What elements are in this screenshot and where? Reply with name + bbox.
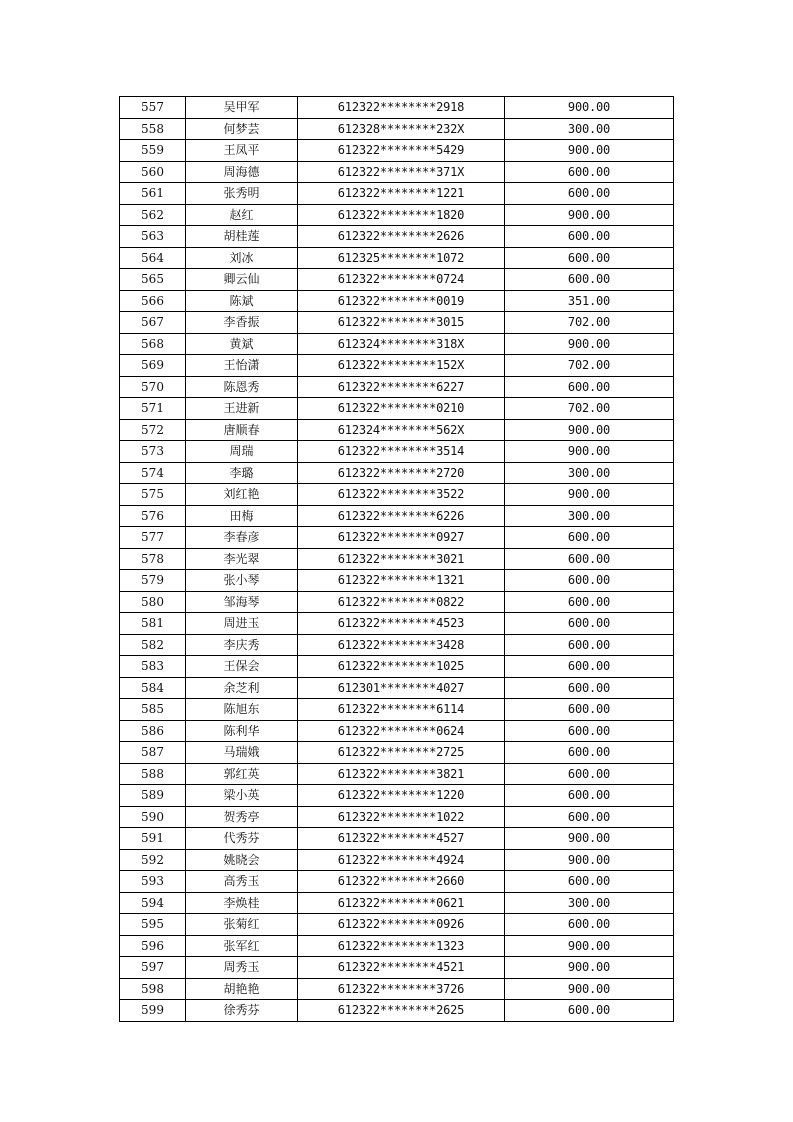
row-number-cell: 597: [120, 957, 186, 979]
id-number-cell: 612322********152X: [298, 355, 505, 377]
amount-cell: 900.00: [505, 484, 674, 506]
amount-cell: 900.00: [505, 978, 674, 1000]
amount-cell: 900.00: [505, 140, 674, 162]
person-name-cell: 代秀芬: [186, 828, 298, 850]
table-row: [120, 785, 674, 807]
person-name-cell: 赵红: [186, 204, 298, 226]
table-row: [120, 935, 674, 957]
amount-cell: 600.00: [505, 914, 674, 936]
row-number-cell: 571: [120, 398, 186, 420]
person-name-cell: 徐秀芬: [186, 1000, 298, 1022]
amount-cell: 300.00: [505, 462, 674, 484]
id-number-cell: 612322********2626: [298, 226, 505, 248]
amount-cell: 600.00: [505, 1000, 674, 1022]
person-name-cell: 周秀玉: [186, 957, 298, 979]
row-number-cell: 566: [120, 290, 186, 312]
id-number-cell: 612322********0927: [298, 527, 505, 549]
row-number-cell: 565: [120, 269, 186, 291]
amount-cell: 600.00: [505, 269, 674, 291]
id-number-cell: 612322********3821: [298, 763, 505, 785]
person-name-cell: 王怡潇: [186, 355, 298, 377]
row-number-cell: 582: [120, 634, 186, 656]
table-row: [120, 1000, 674, 1022]
person-name-cell: 刘红艳: [186, 484, 298, 506]
row-number-cell: 581: [120, 613, 186, 635]
amount-cell: 300.00: [505, 505, 674, 527]
row-number-cell: 596: [120, 935, 186, 957]
person-name-cell: 李璐: [186, 462, 298, 484]
amount-cell: 702.00: [505, 312, 674, 334]
person-name-cell: 吴甲军: [186, 97, 298, 119]
row-number-cell: 570: [120, 376, 186, 398]
row-number-cell: 583: [120, 656, 186, 678]
table-row: [120, 505, 674, 527]
amount-cell: 900.00: [505, 419, 674, 441]
id-number-cell: 612322********2725: [298, 742, 505, 764]
id-number-cell: 612322********1820: [298, 204, 505, 226]
person-name-cell: 陈利华: [186, 720, 298, 742]
row-number-cell: 562: [120, 204, 186, 226]
person-name-cell: 卿云仙: [186, 269, 298, 291]
table-row: [120, 978, 674, 1000]
row-number-cell: 563: [120, 226, 186, 248]
row-number-cell: 559: [120, 140, 186, 162]
amount-cell: 600.00: [505, 656, 674, 678]
id-number-cell: 612322********0624: [298, 720, 505, 742]
person-name-cell: 姚晓会: [186, 849, 298, 871]
id-number-cell: 612322********4521: [298, 957, 505, 979]
amount-cell: 900.00: [505, 97, 674, 119]
amount-cell: 900.00: [505, 441, 674, 463]
person-name-cell: 梁小英: [186, 785, 298, 807]
person-name-cell: 唐顺春: [186, 419, 298, 441]
amount-cell: 600.00: [505, 699, 674, 721]
table-row: [120, 720, 674, 742]
row-number-cell: 592: [120, 849, 186, 871]
id-number-cell: 612322********4527: [298, 828, 505, 850]
table-row: [120, 398, 674, 420]
row-number-cell: 580: [120, 591, 186, 613]
amount-cell: 600.00: [505, 548, 674, 570]
amount-cell: 900.00: [505, 935, 674, 957]
person-name-cell: 胡桂莲: [186, 226, 298, 248]
row-number-cell: 568: [120, 333, 186, 355]
id-number-cell: 612322********0926: [298, 914, 505, 936]
amount-cell: 702.00: [505, 355, 674, 377]
amount-cell: 600.00: [505, 720, 674, 742]
id-number-cell: 612324********562X: [298, 419, 505, 441]
table-row: [120, 333, 674, 355]
row-number-cell: 579: [120, 570, 186, 592]
table-row: [120, 763, 674, 785]
row-number-cell: 576: [120, 505, 186, 527]
row-number-cell: 577: [120, 527, 186, 549]
id-number-cell: 612322********2918: [298, 97, 505, 119]
row-number-cell: 572: [120, 419, 186, 441]
row-number-cell: 558: [120, 118, 186, 140]
table-row: [120, 613, 674, 635]
id-number-cell: 612322********3428: [298, 634, 505, 656]
person-name-cell: 王保会: [186, 656, 298, 678]
amount-cell: 300.00: [505, 118, 674, 140]
id-number-cell: 612322********1220: [298, 785, 505, 807]
id-number-cell: 612322********6226: [298, 505, 505, 527]
row-number-cell: 595: [120, 914, 186, 936]
amount-cell: 600.00: [505, 376, 674, 398]
id-number-cell: 612325********1072: [298, 247, 505, 269]
row-number-cell: 586: [120, 720, 186, 742]
person-name-cell: 高秀玉: [186, 871, 298, 893]
person-name-cell: 胡艳艳: [186, 978, 298, 1000]
person-name-cell: 李光翠: [186, 548, 298, 570]
table-row: [120, 591, 674, 613]
table-row: [120, 355, 674, 377]
row-number-cell: 585: [120, 699, 186, 721]
table-row: [120, 247, 674, 269]
table-row: [120, 226, 674, 248]
person-name-cell: 陈恩秀: [186, 376, 298, 398]
amount-cell: 600.00: [505, 247, 674, 269]
table-row: [120, 290, 674, 312]
id-number-cell: 612322********0621: [298, 892, 505, 914]
amount-cell: 900.00: [505, 204, 674, 226]
amount-cell: 600.00: [505, 591, 674, 613]
row-number-cell: 594: [120, 892, 186, 914]
id-number-cell: 612322********1022: [298, 806, 505, 828]
amount-cell: 300.00: [505, 892, 674, 914]
amount-cell: 600.00: [505, 161, 674, 183]
amount-cell: 600.00: [505, 570, 674, 592]
id-number-cell: 612322********2625: [298, 1000, 505, 1022]
person-name-cell: 何梦芸: [186, 118, 298, 140]
row-number-cell: 569: [120, 355, 186, 377]
table-row: [120, 570, 674, 592]
row-number-cell: 561: [120, 183, 186, 205]
row-number-cell: 587: [120, 742, 186, 764]
person-name-cell: 陈旭东: [186, 699, 298, 721]
amount-cell: 600.00: [505, 763, 674, 785]
row-number-cell: 584: [120, 677, 186, 699]
row-number-cell: 588: [120, 763, 186, 785]
row-number-cell: 578: [120, 548, 186, 570]
person-name-cell: 张秀明: [186, 183, 298, 205]
amount-cell: 600.00: [505, 785, 674, 807]
id-number-cell: 612322********6114: [298, 699, 505, 721]
amount-cell: 600.00: [505, 183, 674, 205]
table-row: [120, 828, 674, 850]
amount-cell: 600.00: [505, 742, 674, 764]
table-row: [120, 484, 674, 506]
id-number-cell: 612322********1321: [298, 570, 505, 592]
id-number-cell: 612322********0019: [298, 290, 505, 312]
person-name-cell: 田梅: [186, 505, 298, 527]
amount-cell: 351.00: [505, 290, 674, 312]
id-number-cell: 612322********371X: [298, 161, 505, 183]
table-row: [120, 548, 674, 570]
person-name-cell: 贺秀亭: [186, 806, 298, 828]
table-row: [120, 97, 674, 119]
table-row: [120, 312, 674, 334]
table-row: [120, 419, 674, 441]
person-name-cell: 王进新: [186, 398, 298, 420]
row-number-cell: 564: [120, 247, 186, 269]
amount-cell: 600.00: [505, 677, 674, 699]
amount-cell: 600.00: [505, 871, 674, 893]
id-number-cell: 612322********4924: [298, 849, 505, 871]
table-row: [120, 914, 674, 936]
id-number-cell: 612322********2720: [298, 462, 505, 484]
table-row: [120, 269, 674, 291]
table-row: [120, 183, 674, 205]
row-number-cell: 573: [120, 441, 186, 463]
row-number-cell: 599: [120, 1000, 186, 1022]
amount-cell: 900.00: [505, 333, 674, 355]
id-number-cell: 612322********5429: [298, 140, 505, 162]
table-row: [120, 527, 674, 549]
table-row: [120, 376, 674, 398]
person-name-cell: 余芝利: [186, 677, 298, 699]
id-number-cell: 612322********3514: [298, 441, 505, 463]
person-name-cell: 陈斌: [186, 290, 298, 312]
id-number-cell: 612322********3015: [298, 312, 505, 334]
amount-cell: 600.00: [505, 527, 674, 549]
id-number-cell: 612322********3726: [298, 978, 505, 1000]
row-number-cell: 589: [120, 785, 186, 807]
payment-roster-table: [119, 96, 674, 1022]
person-name-cell: 黄斌: [186, 333, 298, 355]
table-row: [120, 140, 674, 162]
table-row: [120, 957, 674, 979]
id-number-cell: 612301********4027: [298, 677, 505, 699]
person-name-cell: 李香振: [186, 312, 298, 334]
id-number-cell: 612322********3522: [298, 484, 505, 506]
person-name-cell: 李焕桂: [186, 892, 298, 914]
id-number-cell: 612324********318X: [298, 333, 505, 355]
row-number-cell: 567: [120, 312, 186, 334]
table-row: [120, 118, 674, 140]
amount-cell: 600.00: [505, 613, 674, 635]
table-row: [120, 849, 674, 871]
row-number-cell: 591: [120, 828, 186, 850]
row-number-cell: 574: [120, 462, 186, 484]
id-number-cell: 612322********0210: [298, 398, 505, 420]
id-number-cell: 612322********4523: [298, 613, 505, 635]
table-row: [120, 441, 674, 463]
person-name-cell: 李春彦: [186, 527, 298, 549]
amount-cell: 900.00: [505, 957, 674, 979]
table-row: [120, 806, 674, 828]
table-row: [120, 161, 674, 183]
id-number-cell: 612322********1323: [298, 935, 505, 957]
row-number-cell: 598: [120, 978, 186, 1000]
row-number-cell: 593: [120, 871, 186, 893]
person-name-cell: 郭红英: [186, 763, 298, 785]
row-number-cell: 590: [120, 806, 186, 828]
table-row: [120, 656, 674, 678]
person-name-cell: 张军红: [186, 935, 298, 957]
person-name-cell: 周海德: [186, 161, 298, 183]
amount-cell: 600.00: [505, 806, 674, 828]
amount-cell: 600.00: [505, 226, 674, 248]
table-row: [120, 892, 674, 914]
table-row: [120, 204, 674, 226]
table-row: [120, 462, 674, 484]
person-name-cell: 李庆秀: [186, 634, 298, 656]
table-row: [120, 871, 674, 893]
id-number-cell: 612322********1025: [298, 656, 505, 678]
person-name-cell: 马瑞娥: [186, 742, 298, 764]
roster-table-body: [120, 97, 674, 1022]
person-name-cell: 刘冰: [186, 247, 298, 269]
row-number-cell: 557: [120, 97, 186, 119]
id-number-cell: 612322********2660: [298, 871, 505, 893]
table-row: [120, 677, 674, 699]
amount-cell: 600.00: [505, 634, 674, 656]
id-number-cell: 612322********0822: [298, 591, 505, 613]
id-number-cell: 612322********1221: [298, 183, 505, 205]
person-name-cell: 邹海琴: [186, 591, 298, 613]
table-row: [120, 742, 674, 764]
row-number-cell: 575: [120, 484, 186, 506]
person-name-cell: 王凤平: [186, 140, 298, 162]
person-name-cell: 周瑞: [186, 441, 298, 463]
id-number-cell: 612322********6227: [298, 376, 505, 398]
id-number-cell: 612328********232X: [298, 118, 505, 140]
person-name-cell: 张菊红: [186, 914, 298, 936]
id-number-cell: 612322********0724: [298, 269, 505, 291]
table-row: [120, 699, 674, 721]
row-number-cell: 560: [120, 161, 186, 183]
person-name-cell: 周进玉: [186, 613, 298, 635]
table-row: [120, 634, 674, 656]
amount-cell: 900.00: [505, 849, 674, 871]
amount-cell: 900.00: [505, 828, 674, 850]
person-name-cell: 张小琴: [186, 570, 298, 592]
id-number-cell: 612322********3021: [298, 548, 505, 570]
amount-cell: 702.00: [505, 398, 674, 420]
